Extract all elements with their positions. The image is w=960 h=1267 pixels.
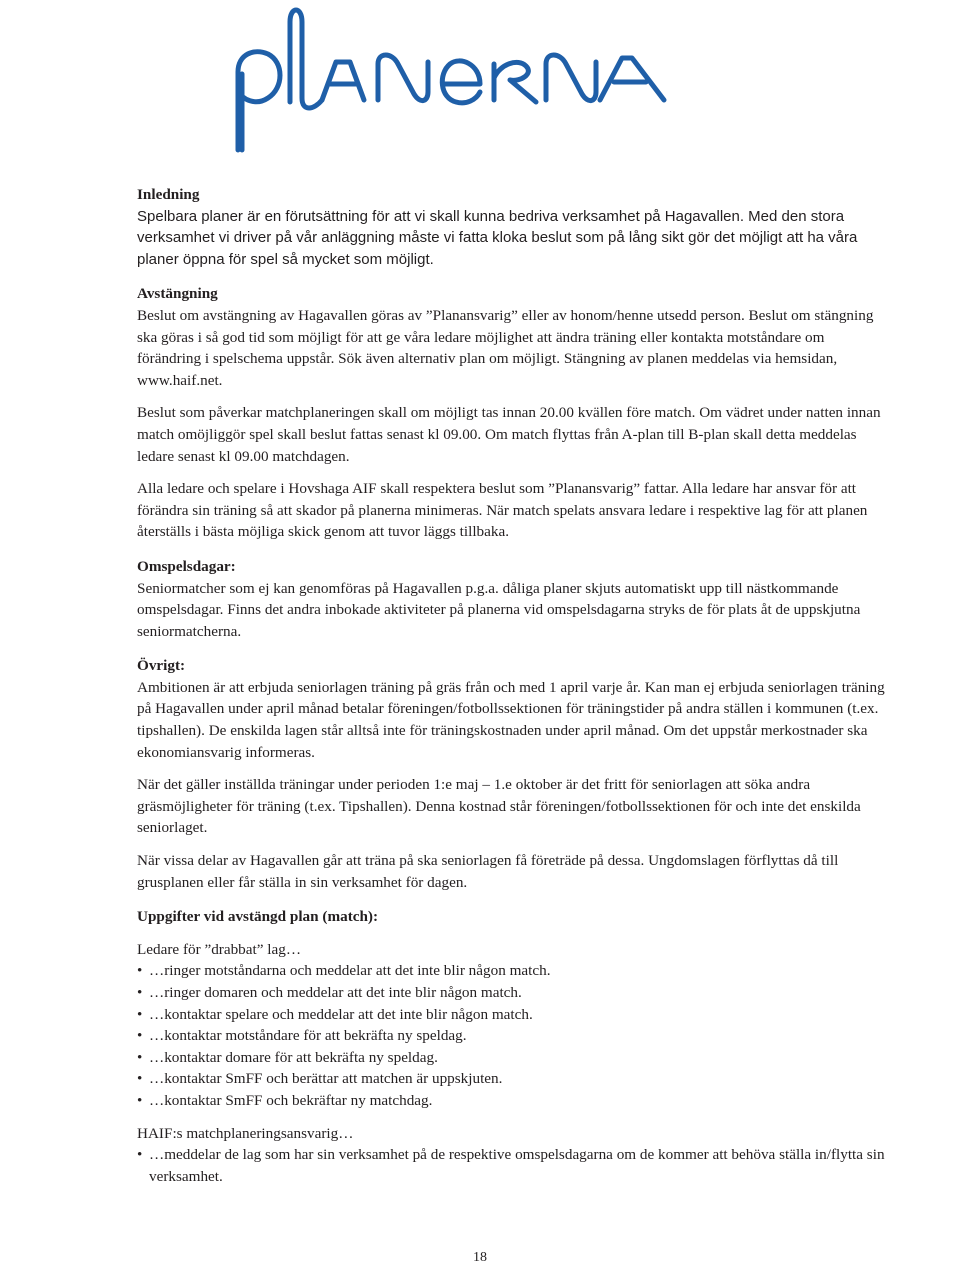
page-content: [137, 184, 889, 1187]
list-item: • …meddelar de lag som har sin verksamhet på de respektive omspelsdagarna om de kommer att behöva ställa in/flytta sin verksamhet.: [137, 1144, 889, 1187]
paragraph-inledning: Spelbara planer är en förutsättning för att vi skall kunna bedriva verksamhet på Hagavallen. Med den stora verksamhet vi driver på vår anläggning måste vi fatta kloka beslut som på lång sikt gör det möjligt att ha våra planer öppna för spel så mycket som möjligt.: [137, 207, 858, 268]
planerna-logo: [218, 2, 678, 154]
heading-ovrigt: Övrigt:: [137, 657, 186, 675]
page-number: 18: [473, 1250, 487, 1265]
paragraph-ovrigt-3: När vissa delar av Hagavallen går att träna på ska seniorlagen få företräde på dessa. Ungdomslagen förflyttas då till grusplanen eller får ställa in sin verksamhet för dagen.: [137, 852, 839, 891]
paragraph-avstangning-1: Beslut om avstängning av Hagavallen göras av ”Planansvarig” eller av honom/henne utsedd person. Beslut om stängning ska göras i så god tid som möjligt för att ge våra ledare möjlighet att ändra träning eller kontakta motståndare om förändring i spelschema uppstår. Sök även alternativ plan om möjligt. Stängning av planen meddelas via hemsidan, www.haif.net.: [137, 306, 874, 389]
list-item: • …kontaktar motståndare för att bekräfta ny speldag.: [137, 1025, 889, 1047]
heading-inledning: Inledning: [137, 186, 200, 203]
list-item: • …kontaktar SmFF och bekräftar ny matchdag.: [137, 1090, 889, 1112]
list-item: • …kontaktar spelare och meddelar att det inte blir någon match.: [137, 1004, 889, 1026]
heading-avstangning: Avstängning: [137, 285, 218, 303]
paragraph-ovrigt-1: Ambitionen är att erbjuda seniorlagen träning på gräs från och med 1 april varje år. Kan man ej erbjuda seniorlagen träning på Hagavallen under april månad betalar föreningen/fotbollssektionen för träningstider på andra ställen i kommunen (t.ex. tipshallen). De enskilda lagen står alltså inte för träningskostnaden under april månad. Om det uppstår merkostnader ska ekonomiansvarig informeras.: [137, 678, 885, 761]
list-item: • …kontaktar SmFF och berättar att matchen är uppskjuten.: [137, 1068, 889, 1090]
heading-omspelsdagar: Omspelsdagar:: [137, 557, 236, 575]
list-item: • …kontaktar domare för att bekräfta ny speldag.: [137, 1047, 889, 1069]
paragraph-omspelsdagar: Seniormatcher som ej kan genomföras på Hagavallen p.g.a. dåliga planer skjuts automatiskt upp till nästkommande omspelsdagar. Finns det andra inbokade aktiviteter på planerna vid omspelsdagarna stryks de för plats åt de uppskjutna seniormatcherna.: [137, 579, 861, 640]
list-item: • …ringer domaren och meddelar att det inte blir någon match.: [137, 982, 889, 1004]
heading-uppgifter: Uppgifter vid avstängd plan (match):: [137, 908, 379, 926]
paragraph-avstangning-2: Beslut som påverkar matchplaneringen skall om möjligt tas innan 20.00 kvällen före match. Om vädret under natten innan match omöjliggör spel skall beslut fattas senast kl 09.00. Om match flyttas från A-plan till B-plan skall detta meddelas ledare senast kl 09.00 matchdagen.: [137, 404, 881, 465]
ledare-list: [137, 960, 889, 1111]
paragraph-ovrigt-2: När det gäller inställda träningar under perioden 1:e maj – 1.e oktober är det fritt för seniorlagen att söka andra gräsmöjligheter för träning (t.ex. Tipshallen). Denna kostnad står föreningen/fotbollssektionen för och inte det enskilda seniorlaget.: [137, 776, 861, 837]
ledare-intro: Ledare för ”drabbat” lag…: [137, 940, 302, 958]
paragraph-avstangning-3: Alla ledare och spelare i Hovshaga AIF skall respektera beslut som ”Planansvarig” fattar. Alla ledare har ansvar för att förändra sin träning så att skador på planerna minimeras. När match spelats ansvara ledare i respektive lag för att planen återställs i bästa möjliga skick genom att tuvor läggs tillbaka.: [137, 480, 868, 541]
haif-intro: HAIF:s matchplaneringsansvarig…: [137, 1124, 354, 1142]
haif-list: [137, 1144, 889, 1187]
list-item: • …ringer motståndarna och meddelar att det inte blir någon match.: [137, 960, 889, 982]
